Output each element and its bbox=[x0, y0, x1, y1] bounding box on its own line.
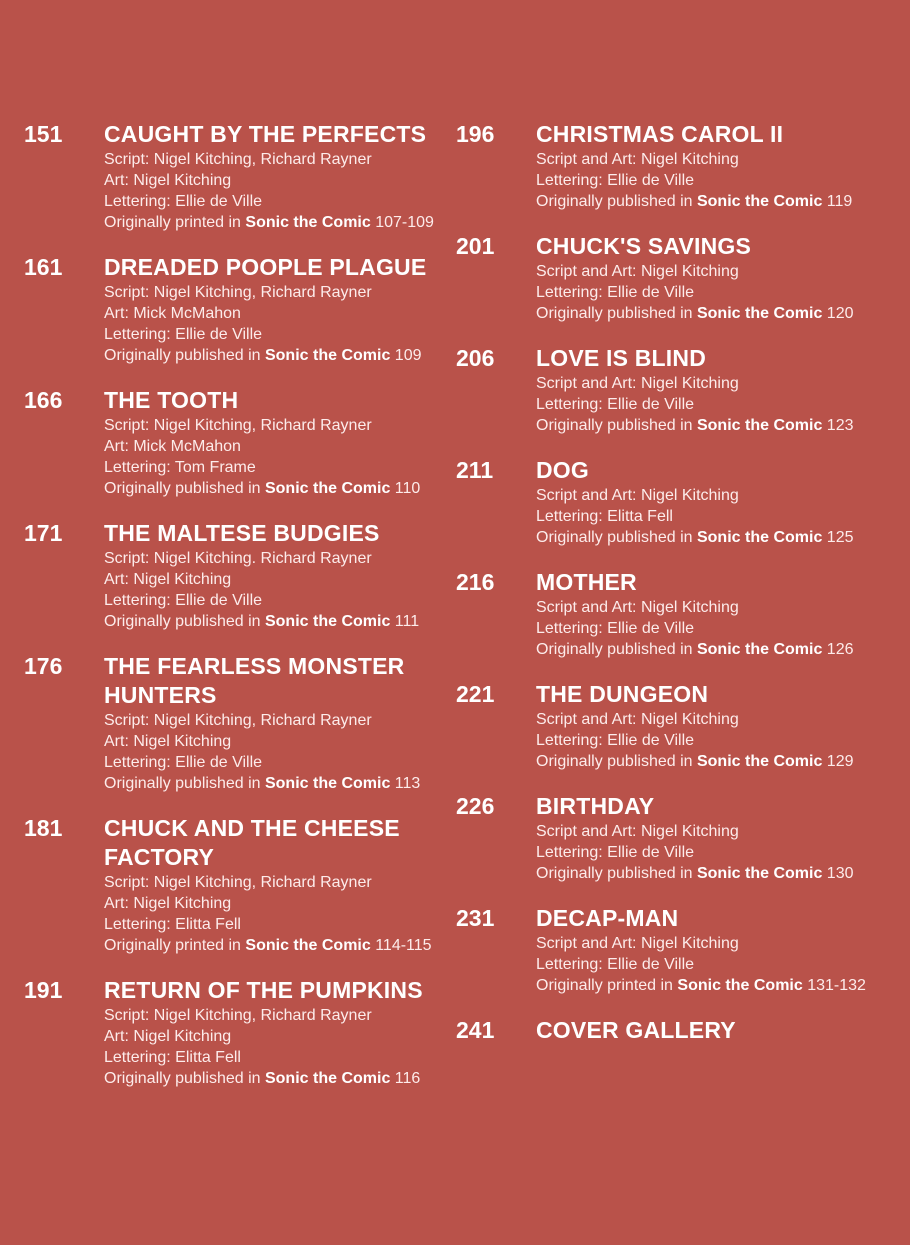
credit-line: Lettering: Elitta Fell bbox=[104, 1049, 241, 1066]
story-title: MOTHER bbox=[536, 569, 637, 595]
issue-numbers: 109 bbox=[390, 347, 422, 364]
page-number: 231 bbox=[456, 905, 495, 931]
page-number: 166 bbox=[24, 387, 63, 413]
entry-details bbox=[536, 120, 896, 212]
credit-line: Script: Nigel Kitching, Richard Rayner bbox=[104, 284, 372, 301]
credit-line: Script and Art: Nigel Kitching bbox=[536, 823, 739, 840]
publication-name: Sonic the Comic bbox=[696, 529, 823, 546]
toc-entry bbox=[456, 792, 896, 884]
publication-name: Sonic the Comic bbox=[264, 347, 391, 364]
publication-prefix: Originally printed in bbox=[536, 977, 678, 994]
publication-line bbox=[536, 863, 896, 884]
publication-line bbox=[536, 191, 896, 212]
story-title: RETURN OF THE PUMPKINS bbox=[104, 977, 423, 1003]
publication-prefix: Originally published in bbox=[536, 753, 697, 770]
entry-details bbox=[104, 120, 454, 233]
publication-name: Sonic the Comic bbox=[696, 865, 823, 882]
credit-line: Script: Nigel Kitching, Richard Rayner bbox=[104, 151, 372, 168]
publication-prefix: Originally published in bbox=[536, 529, 697, 546]
credit-line: Art: Nigel Kitching bbox=[104, 895, 232, 912]
credit-line: Lettering: Ellie de Ville bbox=[536, 172, 695, 189]
issue-numbers: 107-109 bbox=[370, 214, 434, 231]
entry-details bbox=[536, 792, 896, 884]
story-title: THE TOOTH bbox=[104, 387, 239, 413]
publication-line bbox=[536, 639, 896, 660]
story-title: DECAP-MAN bbox=[536, 905, 679, 931]
page-number: 151 bbox=[24, 121, 63, 147]
story-title: CAUGHT BY THE PERFECTS bbox=[104, 121, 427, 147]
issue-numbers: 125 bbox=[822, 529, 854, 546]
toc-entry bbox=[456, 904, 896, 996]
issue-numbers: 116 bbox=[390, 1070, 421, 1087]
credit-line: Art: Nigel Kitching bbox=[104, 733, 232, 750]
credit-line: Script and Art: Nigel Kitching bbox=[536, 375, 739, 392]
credit-line: Lettering: Ellie de Ville bbox=[536, 732, 695, 749]
credit-line: Lettering: Ellie de Ville bbox=[104, 193, 263, 210]
publication-prefix: Originally printed in bbox=[104, 214, 246, 231]
toc-entry bbox=[456, 680, 896, 772]
publication-name: Sonic the Comic bbox=[696, 753, 823, 770]
publication-name: Sonic the Comic bbox=[696, 641, 823, 658]
page-number: 211 bbox=[456, 457, 494, 483]
credit-line: Lettering: Ellie de Ville bbox=[536, 620, 695, 637]
entry-details bbox=[536, 232, 896, 324]
contents-column-left bbox=[24, 120, 454, 1109]
toc-entry bbox=[456, 1016, 896, 1045]
publication-prefix: Originally published in bbox=[104, 613, 265, 630]
credit-line: Script and Art: Nigel Kitching bbox=[536, 151, 739, 168]
issue-numbers: 126 bbox=[822, 641, 854, 658]
publication-name: Sonic the Comic bbox=[264, 775, 391, 792]
entry-details bbox=[536, 456, 896, 548]
publication-line bbox=[536, 527, 896, 548]
page-number: 191 bbox=[24, 977, 63, 1003]
issue-numbers: 119 bbox=[822, 193, 853, 210]
page-number: 241 bbox=[456, 1017, 495, 1043]
publication-name: Sonic the Comic bbox=[264, 1070, 391, 1087]
toc-entry bbox=[24, 120, 454, 233]
credit-line: Script: Nigel Kitching, Richard Rayner bbox=[104, 417, 372, 434]
publication-prefix: Originally published in bbox=[104, 775, 265, 792]
toc-entry bbox=[456, 568, 896, 660]
credit-line: Script and Art: Nigel Kitching bbox=[536, 263, 739, 280]
entry-details bbox=[536, 680, 896, 772]
contents-column-right bbox=[456, 120, 896, 1065]
credit-line: Lettering: Elitta Fell bbox=[536, 508, 673, 525]
publication-name: Sonic the Comic bbox=[696, 305, 823, 322]
credit-line: Lettering: Ellie de Ville bbox=[104, 754, 263, 771]
publication-line bbox=[104, 773, 454, 794]
toc-entry bbox=[24, 976, 454, 1089]
page-number: 196 bbox=[456, 121, 495, 147]
publication-prefix: Originally published in bbox=[536, 305, 697, 322]
toc-entry bbox=[24, 253, 454, 366]
page-number: 161 bbox=[24, 254, 63, 280]
entry-details bbox=[104, 814, 454, 956]
publication-prefix: Originally printed in bbox=[104, 937, 246, 954]
credit-line: Script and Art: Nigel Kitching bbox=[536, 711, 739, 728]
issue-numbers: 123 bbox=[822, 417, 854, 434]
publication-prefix: Originally published in bbox=[536, 641, 697, 658]
entry-details bbox=[104, 652, 454, 794]
issue-numbers: 113 bbox=[390, 775, 421, 792]
issue-numbers: 114-115 bbox=[370, 937, 432, 954]
toc-entry bbox=[24, 386, 454, 499]
publication-prefix: Originally published in bbox=[104, 347, 265, 364]
toc-entry bbox=[456, 344, 896, 436]
publication-prefix: Originally published in bbox=[536, 865, 697, 882]
issue-numbers: 110 bbox=[390, 480, 421, 497]
publication-prefix: Originally published in bbox=[104, 1070, 265, 1087]
credit-line: Lettering: Ellie de Ville bbox=[536, 284, 695, 301]
publication-prefix: Originally published in bbox=[536, 193, 697, 210]
entry-details bbox=[536, 568, 896, 660]
issue-numbers: 130 bbox=[822, 865, 854, 882]
credit-line: Script: Nigel Kitching, Richard Rayner bbox=[104, 712, 372, 729]
publication-line bbox=[536, 975, 896, 996]
credit-line: Lettering: Ellie de Ville bbox=[536, 956, 695, 973]
issue-numbers: 131-132 bbox=[802, 977, 866, 994]
credit-line: Lettering: Tom Frame bbox=[104, 459, 256, 476]
publication-line bbox=[104, 212, 454, 233]
issue-numbers: 111 bbox=[390, 613, 420, 630]
credit-line: Script: Nigel Kitching. Richard Rayner bbox=[104, 550, 372, 567]
publication-name: Sonic the Comic bbox=[264, 480, 391, 497]
publication-line bbox=[536, 751, 896, 772]
page-number: 171 bbox=[24, 520, 63, 546]
publication-line bbox=[104, 1068, 454, 1089]
credit-line: Art: Nigel Kitching bbox=[104, 1028, 232, 1045]
publication-name: Sonic the Comic bbox=[245, 214, 371, 231]
story-title: THE DUNGEON bbox=[536, 681, 709, 707]
credit-line: Script and Art: Nigel Kitching bbox=[536, 935, 739, 952]
page-number: 206 bbox=[456, 345, 495, 371]
story-title: DOG bbox=[536, 457, 589, 483]
publication-prefix: Originally published in bbox=[536, 417, 697, 434]
story-title: DREADED POOPLE PLAGUE bbox=[104, 254, 427, 280]
story-title: CHUCK'S SAVINGS bbox=[536, 233, 752, 259]
publication-prefix: Originally published in bbox=[104, 480, 265, 497]
credit-line: Script and Art: Nigel Kitching bbox=[536, 599, 739, 616]
story-title: CHRISTMAS CAROL II bbox=[536, 121, 784, 147]
toc-entry bbox=[456, 456, 896, 548]
story-title: LOVE IS BLIND bbox=[536, 345, 707, 371]
issue-numbers: 120 bbox=[822, 305, 854, 322]
toc-entry bbox=[24, 519, 454, 632]
credit-line: Script: Nigel Kitching, Richard Rayner bbox=[104, 874, 372, 891]
page-number: 221 bbox=[456, 681, 495, 707]
toc-entry bbox=[456, 232, 896, 324]
credit-line: Script and Art: Nigel Kitching bbox=[536, 487, 739, 504]
credit-line: Art: Mick McMahon bbox=[104, 305, 241, 322]
publication-line bbox=[104, 345, 454, 366]
page-number: 216 bbox=[456, 569, 495, 595]
page-number: 226 bbox=[456, 793, 495, 819]
issue-numbers: 129 bbox=[822, 753, 854, 770]
publication-name: Sonic the Comic bbox=[677, 977, 803, 994]
entry-details bbox=[104, 519, 454, 632]
entry-details bbox=[104, 253, 454, 366]
entry-details bbox=[104, 386, 454, 499]
page-number: 176 bbox=[24, 653, 63, 679]
publication-name: Sonic the Comic bbox=[696, 417, 823, 434]
publication-line bbox=[104, 935, 454, 956]
credit-line: Lettering: Ellie de Ville bbox=[104, 592, 263, 609]
story-title: COVER GALLERY bbox=[536, 1017, 736, 1043]
story-title: THE MALTESE BUDGIES bbox=[104, 520, 380, 546]
page-number: 181 bbox=[24, 815, 63, 841]
credit-line: Script: Nigel Kitching, Richard Rayner bbox=[104, 1007, 372, 1024]
publication-name: Sonic the Comic bbox=[264, 613, 391, 630]
credit-line: Lettering: Elitta Fell bbox=[104, 916, 241, 933]
publication-line bbox=[104, 611, 454, 632]
story-title: CHUCK AND THE CHEESE FACTORY bbox=[104, 815, 400, 870]
toc-entry bbox=[24, 814, 454, 956]
publication-line bbox=[536, 303, 896, 324]
toc-entry bbox=[456, 120, 896, 212]
story-title: THE FEARLESS MONSTER HUNTERS bbox=[104, 653, 405, 708]
story-title: BIRTHDAY bbox=[536, 793, 655, 819]
credit-line: Lettering: Ellie de Ville bbox=[536, 844, 695, 861]
credit-line: Art: Nigel Kitching bbox=[104, 571, 232, 588]
publication-line bbox=[536, 415, 896, 436]
toc-entry bbox=[24, 652, 454, 794]
page-number: 201 bbox=[456, 233, 495, 259]
entry-details bbox=[536, 904, 896, 996]
publication-line bbox=[104, 478, 454, 499]
credit-line: Lettering: Ellie de Ville bbox=[536, 396, 695, 413]
entry-details bbox=[536, 344, 896, 436]
entry-details bbox=[536, 1016, 896, 1045]
credit-line: Lettering: Ellie de Ville bbox=[104, 326, 263, 343]
publication-name: Sonic the Comic bbox=[245, 937, 371, 954]
credit-line: Art: Nigel Kitching bbox=[104, 172, 232, 189]
credit-line: Art: Mick McMahon bbox=[104, 438, 241, 455]
publication-name: Sonic the Comic bbox=[696, 193, 823, 210]
entry-details bbox=[104, 976, 454, 1089]
